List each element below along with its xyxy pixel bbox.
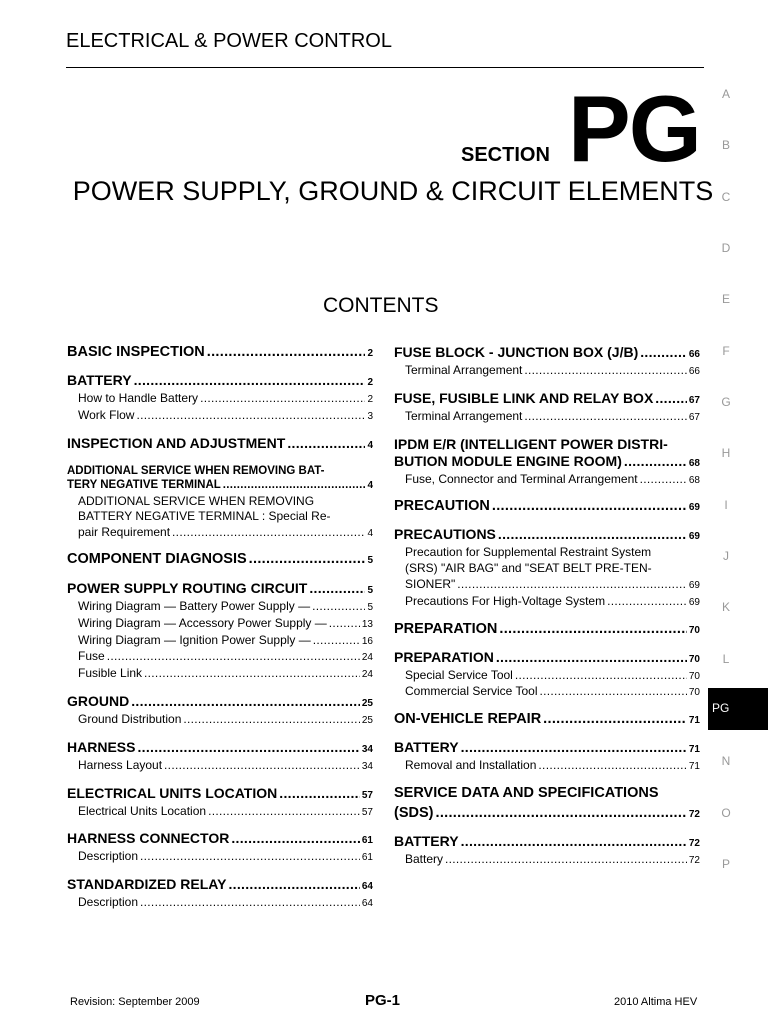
leader-dots bbox=[144, 666, 360, 682]
toc-entry-wd-ignition[interactable] bbox=[67, 633, 373, 650]
toc-entry-fuse[interactable] bbox=[67, 649, 373, 666]
toc-entry-title: SIONER" bbox=[405, 576, 456, 591]
leader-dots bbox=[445, 852, 687, 868]
leader-dots bbox=[461, 739, 687, 756]
toc-entry-title: ON-VEHICLE REPAIR bbox=[394, 711, 542, 728]
index-tab-p[interactable]: P bbox=[721, 857, 730, 871]
index-tab-l[interactable]: L bbox=[722, 652, 730, 666]
toc-page: 25 bbox=[361, 697, 373, 709]
toc-page: 61 bbox=[361, 835, 373, 847]
toc-page: 2 bbox=[367, 377, 373, 388]
toc-page: 13 bbox=[361, 618, 373, 630]
toc-entry-title: POWER SUPPLY ROUTING CIRCUIT bbox=[67, 579, 308, 596]
toc-page: 2 bbox=[367, 394, 373, 405]
index-tab-j[interactable]: J bbox=[723, 549, 729, 563]
leader-dots bbox=[231, 830, 360, 847]
leader-dots bbox=[309, 580, 365, 597]
toc-entry-fuse-fusible-link[interactable] bbox=[394, 390, 700, 409]
toc-entry-battery[interactable] bbox=[67, 372, 373, 391]
index-tab-label: PG bbox=[712, 701, 730, 715]
leader-dots bbox=[640, 472, 687, 488]
leader-dots bbox=[492, 498, 687, 515]
toc-entry-wd-battery[interactable] bbox=[67, 599, 373, 616]
toc-entry-power-supply-routing[interactable] bbox=[67, 580, 373, 599]
toc-entry-title: FUSE, FUSIBLE LINK AND RELAY BOX bbox=[394, 389, 654, 406]
toc-entry-component-diagnosis[interactable] bbox=[67, 551, 373, 569]
toc-page: 16 bbox=[361, 635, 373, 647]
toc-page: 61 bbox=[361, 852, 373, 864]
index-tab-f[interactable]: F bbox=[722, 344, 730, 358]
toc-page: 72 bbox=[688, 837, 700, 849]
toc-page: 64 bbox=[361, 898, 373, 910]
toc-entry-title: Terminal Arrangement bbox=[405, 363, 523, 377]
toc-entry-electrical-units-location[interactable] bbox=[67, 785, 373, 804]
leader-dots bbox=[249, 551, 366, 568]
toc-entry-title: BATTERY bbox=[67, 372, 132, 388]
index-tab-c[interactable]: C bbox=[721, 190, 731, 204]
toc-entry-battery[interactable] bbox=[394, 739, 700, 758]
toc-page: 25 bbox=[361, 714, 373, 726]
toc-entry-title: PRECAUTION bbox=[394, 498, 490, 515]
toc-entry-title: FUSE BLOCK - JUNCTION BOX (J/B) bbox=[394, 344, 639, 360]
toc-page: 69 bbox=[688, 596, 700, 608]
toc-entry-battery-sds-sub[interactable] bbox=[394, 852, 700, 869]
toc-page: 70 bbox=[688, 687, 700, 699]
toc-entry-precaution[interactable] bbox=[394, 498, 700, 516]
header-rule bbox=[66, 67, 704, 68]
toc-entry-title: Wiring Diagram — Accessory Power Supply — bbox=[78, 615, 327, 630]
index-tab-d[interactable]: D bbox=[721, 241, 731, 255]
index-tab-pg-active[interactable] bbox=[708, 688, 768, 730]
toc-entry-electrical-units-location-sub[interactable] bbox=[67, 804, 373, 821]
toc-entry-ipdm[interactable] bbox=[394, 453, 700, 472]
leader-dots bbox=[208, 804, 360, 820]
footer-revision: Revision: September 2009 bbox=[70, 996, 200, 1008]
toc-page: 71 bbox=[688, 744, 700, 756]
toc-entry-title: Harness Layout bbox=[78, 757, 163, 772]
toc-page: 4 bbox=[367, 480, 373, 492]
toc-entry-how-to-handle-battery[interactable] bbox=[67, 391, 373, 408]
toc-entry-preparation-main[interactable] bbox=[394, 621, 700, 639]
toc-entry-ground-distribution[interactable] bbox=[67, 712, 373, 729]
toc-page: 5 bbox=[367, 584, 373, 596]
leader-dots bbox=[313, 633, 360, 649]
toc-left-column bbox=[67, 340, 373, 912]
toc-page: 70 bbox=[688, 653, 700, 665]
leader-dots bbox=[136, 408, 365, 424]
toc-right-column bbox=[394, 340, 700, 869]
toc-entry-title: BATTERY bbox=[394, 739, 459, 756]
leader-dots bbox=[279, 785, 360, 802]
manual-header: ELECTRICAL & POWER CONTROL bbox=[66, 30, 392, 52]
toc-entry-title: GROUND bbox=[67, 692, 130, 709]
toc-entry-title: COMPONENT DIAGNOSIS bbox=[67, 550, 247, 567]
leader-dots bbox=[107, 649, 360, 665]
toc-entry-title: Description bbox=[78, 849, 139, 864]
leader-dots bbox=[640, 344, 687, 361]
toc-entry-fuse-fusible-terminal[interactable] bbox=[394, 409, 700, 426]
leader-dots bbox=[183, 712, 359, 728]
leader-dots bbox=[515, 668, 687, 684]
toc-entry-title: ELECTRICAL UNITS LOCATION bbox=[67, 784, 278, 801]
toc-subentry-additional-line2[interactable]: BATTERY NEGATIVE TERMINAL : Special Re- bbox=[78, 509, 331, 524]
toc-page: 71 bbox=[688, 715, 700, 727]
toc-page: 3 bbox=[367, 410, 373, 422]
toc-entry-title: PREPARATION bbox=[394, 620, 498, 637]
leader-dots bbox=[540, 684, 687, 700]
toc-entry-title: Description bbox=[78, 895, 139, 910]
index-tab-b[interactable]: B bbox=[721, 138, 730, 152]
toc-subentry-srs-line1[interactable]: Precaution for Supplemental Restraint System bbox=[405, 545, 652, 560]
leader-dots bbox=[524, 363, 686, 379]
toc-entry-ipdm-fuse-connector[interactable] bbox=[394, 472, 700, 489]
toc-entry-sds[interactable] bbox=[394, 805, 700, 823]
leader-dots bbox=[624, 453, 687, 470]
toc-entry-title: Wiring Diagram — Battery Power Supply — bbox=[78, 598, 311, 613]
toc-entry-title: STANDARDIZED RELAY bbox=[67, 876, 227, 893]
index-tab-k[interactable]: K bbox=[721, 600, 730, 614]
toc-subentry-srs-line2[interactable]: (SRS) "AIR BAG" and "SEAT BELT PRE-TEN- bbox=[405, 561, 652, 576]
toc-entry-title: Special Service Tool bbox=[405, 667, 513, 682]
toc-entry-title: Precautions For High-Voltage System bbox=[405, 593, 606, 608]
toc-entry-title: pair Requirement bbox=[78, 525, 171, 540]
toc-entry-title: Wiring Diagram — Ignition Power Supply — bbox=[78, 632, 311, 647]
toc-entry-work-flow[interactable] bbox=[67, 408, 373, 425]
toc-entry-title: PRECAUTIONS bbox=[394, 526, 496, 543]
leader-dots bbox=[312, 599, 365, 615]
toc-entry-srs[interactable] bbox=[394, 577, 700, 594]
index-tab-a[interactable]: A bbox=[721, 87, 730, 101]
toc-page: 57 bbox=[361, 789, 373, 801]
toc-entry-removal-installation[interactable] bbox=[394, 758, 700, 775]
toc-entry-title: BUTION MODULE ENGINE ROOM) bbox=[394, 452, 622, 469]
leader-dots bbox=[496, 649, 687, 666]
toc-entry-title: Commercial Service Tool bbox=[405, 684, 538, 699]
toc-entry-harness[interactable] bbox=[67, 739, 373, 758]
leader-dots bbox=[164, 758, 360, 774]
toc-page: 5 bbox=[367, 601, 373, 613]
toc-entry-title: How to Handle Battery bbox=[78, 391, 199, 405]
leader-dots bbox=[223, 478, 366, 493]
toc-page: 68 bbox=[688, 457, 700, 469]
toc-entry-fuse-block-terminal[interactable] bbox=[394, 363, 700, 380]
toc-page: 34 bbox=[361, 743, 373, 755]
toc-page: 2 bbox=[367, 348, 373, 359]
toc-entry-title: Battery bbox=[405, 851, 444, 866]
toc-page: 71 bbox=[688, 761, 700, 773]
toc-entry-title: INSPECTION AND ADJUSTMENT bbox=[67, 434, 286, 451]
toc-page: 66 bbox=[688, 366, 700, 377]
leader-dots bbox=[140, 895, 360, 911]
toc-entry-fusible-link[interactable] bbox=[67, 666, 373, 683]
toc-entry-standardized-relay[interactable] bbox=[67, 876, 373, 895]
toc-page: 69 bbox=[688, 502, 700, 514]
leader-dots bbox=[134, 372, 366, 389]
leader-dots bbox=[131, 693, 360, 710]
leader-dots bbox=[461, 833, 687, 850]
toc-entry-title: HARNESS CONNECTOR bbox=[67, 830, 230, 847]
toc-entry-inspection-adjustment[interactable] bbox=[67, 435, 373, 454]
toc-page: 70 bbox=[688, 624, 700, 636]
leader-dots bbox=[287, 435, 365, 452]
toc-page: 66 bbox=[688, 349, 700, 360]
toc-entry-harness-connector[interactable] bbox=[67, 830, 373, 849]
index-tab-h[interactable]: H bbox=[721, 446, 731, 460]
leader-dots bbox=[498, 526, 687, 543]
toc-page: 5 bbox=[367, 554, 373, 566]
leader-dots bbox=[172, 525, 365, 541]
section-label: SECTION bbox=[461, 144, 550, 166]
leader-dots bbox=[329, 616, 360, 632]
leader-dots bbox=[228, 876, 359, 893]
toc-entry-title: Fuse, Connector and Terminal Arrangement bbox=[405, 471, 638, 486]
toc-entry-precautions[interactable] bbox=[394, 526, 700, 545]
leader-dots bbox=[435, 805, 686, 822]
toc-page: 4 bbox=[367, 439, 373, 451]
toc-entry-fuse-block[interactable] bbox=[394, 344, 700, 363]
contents-heading: CONTENTS bbox=[323, 294, 439, 317]
toc-entry-title: Electrical Units Location bbox=[78, 803, 207, 818]
toc-page: 57 bbox=[361, 806, 373, 818]
toc-entry-on-vehicle-repair[interactable] bbox=[394, 711, 700, 729]
toc-entry-title: HARNESS bbox=[67, 738, 136, 755]
leader-dots bbox=[655, 390, 687, 407]
toc-entry-standardized-relay-description[interactable] bbox=[67, 895, 373, 912]
page-title: POWER SUPPLY, GROUND & CIRCUIT ELEMENTS bbox=[72, 176, 714, 206]
toc-page: 24 bbox=[361, 652, 373, 664]
toc-subentry-additional-line1[interactable]: ADDITIONAL SERVICE WHEN REMOVING bbox=[78, 493, 315, 508]
toc-page: 24 bbox=[361, 669, 373, 681]
index-tab-i[interactable]: I bbox=[724, 498, 728, 512]
leader-dots bbox=[137, 739, 359, 756]
toc-entry-title: Removal and Installation bbox=[405, 758, 537, 773]
index-tab-e[interactable]: E bbox=[721, 292, 730, 306]
toc-entry-basic-inspection[interactable] bbox=[67, 344, 373, 362]
toc-entry-special-service-tool[interactable] bbox=[394, 668, 700, 685]
toc-entry-commercial-service-tool[interactable] bbox=[394, 684, 700, 701]
toc-entry-title: Terminal Arrangement bbox=[405, 408, 523, 423]
toc-entry-title: PREPARATION bbox=[394, 648, 494, 665]
toc-entry-high-voltage[interactable] bbox=[394, 594, 700, 611]
toc-page: 69 bbox=[688, 579, 700, 591]
toc-entry-title: TERY NEGATIVE TERMINAL bbox=[67, 479, 221, 492]
toc-entry-ipdm-line1[interactable]: IPDM E/R (INTELLIGENT POWER DISTRI- bbox=[394, 435, 668, 452]
toc-entry-additional-service-line1[interactable]: ADDITIONAL SERVICE WHEN REMOVING BAT- bbox=[67, 464, 325, 477]
footer-model: 2010 Altima HEV bbox=[614, 996, 698, 1008]
toc-entry-preparation[interactable] bbox=[394, 649, 700, 668]
toc-page: 67 bbox=[688, 411, 700, 423]
toc-entry-title: BASIC INSPECTION bbox=[67, 344, 205, 360]
toc-entry-wd-accessory[interactable] bbox=[67, 616, 373, 633]
leader-dots bbox=[140, 849, 360, 865]
leader-dots bbox=[607, 594, 687, 610]
toc-page: 67 bbox=[688, 394, 700, 406]
toc-entry-sds-line1[interactable]: SERVICE DATA AND SPECIFICATIONS bbox=[394, 784, 659, 801]
index-tab-o[interactable]: O bbox=[721, 806, 731, 820]
toc-entry-harness-layout[interactable] bbox=[67, 758, 373, 775]
leader-dots bbox=[457, 577, 687, 593]
toc-entry-title: Fusible Link bbox=[78, 666, 143, 681]
toc-entry-title: Fuse bbox=[78, 649, 105, 664]
toc-entry-title: Work Flow bbox=[78, 407, 135, 422]
toc-page: 4 bbox=[367, 528, 373, 540]
toc-page: 69 bbox=[688, 531, 700, 543]
toc-entry-title: (SDS) bbox=[394, 804, 434, 821]
toc-page: 68 bbox=[688, 474, 700, 486]
index-tab-g[interactable]: G bbox=[721, 395, 731, 409]
toc-page: 64 bbox=[361, 881, 373, 893]
section-code: PG bbox=[568, 76, 700, 181]
leader-dots bbox=[543, 711, 687, 728]
leader-dots bbox=[207, 344, 366, 361]
toc-page: 72 bbox=[688, 808, 700, 820]
toc-entry-special-repair-requirement[interactable] bbox=[67, 525, 373, 542]
toc-entry-title: BATTERY bbox=[394, 832, 459, 849]
toc-page: 72 bbox=[688, 854, 700, 866]
toc-page: 70 bbox=[688, 670, 700, 682]
toc-entry-ground[interactable] bbox=[67, 693, 373, 712]
leader-dots bbox=[524, 409, 686, 425]
toc-page: 34 bbox=[361, 760, 373, 772]
leader-dots bbox=[538, 758, 686, 774]
leader-dots bbox=[200, 391, 365, 407]
toc-entry-battery-sds[interactable] bbox=[394, 833, 700, 852]
toc-entry-title: Ground Distribution bbox=[78, 711, 182, 726]
toc-entry-additional-service[interactable] bbox=[67, 478, 373, 494]
toc-entry-harness-connector-description[interactable] bbox=[67, 849, 373, 866]
footer-page-number: PG-1 bbox=[365, 992, 401, 1009]
leader-dots bbox=[499, 621, 686, 638]
index-tab-n[interactable]: N bbox=[721, 754, 731, 768]
